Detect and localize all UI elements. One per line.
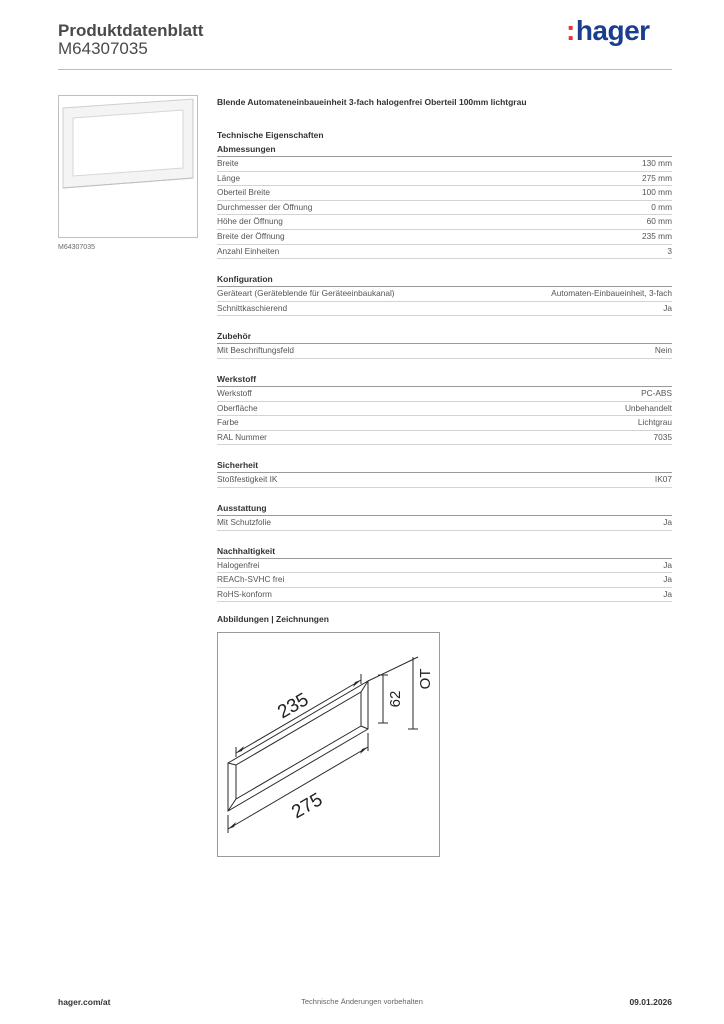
property-row [217, 588, 672, 603]
property-label: Halogenfrei [217, 559, 260, 570]
property-value: Ja [663, 588, 672, 599]
property-value: 235 mm [642, 230, 672, 241]
property-section [217, 329, 672, 359]
property-row [217, 387, 672, 402]
property-label: Breite der Öffnung [217, 230, 285, 241]
property-row [217, 516, 672, 531]
property-label: Oberfläche [217, 402, 258, 413]
property-label: Oberteil Breite [217, 187, 271, 198]
property-value: 3 [667, 245, 672, 256]
property-section [217, 544, 672, 603]
section-title: Nachhaltigkeit [217, 544, 672, 559]
property-label: Geräteart (Geräteblende für Geräteeinbaukanal) [217, 288, 395, 299]
photo-caption: M64307035 [58, 244, 95, 251]
product-details [217, 97, 672, 602]
property-label: Werkstoff [217, 387, 252, 398]
property-value: IK07 [654, 474, 672, 485]
property-row [217, 172, 672, 187]
property-value: Ja [663, 559, 672, 570]
property-value: 60 mm [646, 216, 672, 227]
property-value: Ja [663, 574, 672, 585]
property-label: Schnittkaschierend [217, 302, 288, 313]
property-row [217, 287, 672, 302]
section-title: Abmessungen [217, 142, 672, 157]
product-photo [58, 95, 198, 238]
header-divider [58, 69, 672, 70]
property-value: Automaten-Einbaueinheit, 3-fach [551, 288, 672, 299]
property-label: Stoßfestigkeit IK [217, 474, 278, 485]
section-title: Ausstattung [217, 501, 672, 516]
property-label: REACh-SVHC frei [217, 574, 285, 585]
property-sections [217, 142, 672, 602]
footer-date: 09.01.2026 [629, 997, 672, 1007]
property-row [217, 573, 672, 588]
property-value: Nein [654, 345, 672, 356]
property-label: Mit Schutzfolie [217, 516, 271, 527]
section-title: Sicherheit [217, 458, 672, 473]
property-value: 275 mm [642, 172, 672, 183]
property-value: PC-ABS [641, 387, 672, 398]
cover-plate-image [59, 96, 197, 237]
property-row [217, 201, 672, 216]
property-row [217, 245, 672, 260]
footer-note: Technische Änderungen vorbehalten [301, 997, 423, 1006]
property-row [217, 302, 672, 317]
property-row [217, 416, 672, 431]
property-label: Anzahl Einheiten [217, 245, 280, 256]
property-label: Mit Beschriftungsfeld [217, 345, 295, 356]
logo-colon: : [566, 15, 575, 46]
technical-drawing [217, 632, 440, 857]
property-row [217, 344, 672, 359]
property-section [217, 458, 672, 488]
logo-text: hager [575, 15, 650, 46]
property-section [217, 272, 672, 316]
section-title: Konfiguration [217, 272, 672, 287]
property-value: 100 mm [642, 187, 672, 198]
property-row [217, 402, 672, 417]
dim-label-275: 275 [288, 789, 327, 824]
property-label: Farbe [217, 417, 239, 428]
property-value: Ja [663, 302, 672, 313]
footer-website[interactable]: hager.com/at [58, 997, 111, 1007]
property-label: RAL Nummer [217, 431, 267, 442]
dim-label-OT: OT [417, 668, 434, 690]
property-row [217, 157, 672, 172]
tech-properties-title: Technische Eigenschaften [217, 130, 324, 140]
dim-label-235: 235 [274, 689, 313, 724]
section-title: Werkstoff [217, 372, 672, 387]
property-label: Durchmesser der Öffnung [217, 201, 313, 212]
property-row [217, 559, 672, 574]
property-value: Unbehandelt [624, 402, 672, 413]
product-number: M64307035 [58, 39, 148, 58]
property-row [217, 431, 672, 446]
property-section [217, 142, 672, 259]
dim-label-62: 62 [387, 690, 404, 708]
property-row [217, 230, 672, 245]
property-section [217, 372, 672, 445]
section-title: Zubehör [217, 329, 672, 344]
dimension-drawing [218, 633, 439, 856]
property-section [217, 501, 672, 531]
property-value: Lichtgrau [637, 417, 672, 428]
property-label: Länge [217, 172, 241, 183]
product-description: Blende Automateneinbaueinheit 3-fach halogenfrei Oberteil 100mm lichtgrau [217, 97, 527, 107]
property-value: 0 mm [651, 201, 672, 212]
property-value: 7035 [653, 431, 672, 442]
property-value: Ja [663, 516, 672, 527]
property-row [217, 215, 672, 230]
property-row [217, 473, 672, 488]
drawings-title: Abbildungen | Zeichnungen [217, 614, 329, 624]
hager-logo [566, 15, 650, 47]
property-value: 130 mm [642, 158, 672, 168]
property-label: RoHS-konform [217, 588, 272, 599]
page-title: Produktdatenblatt [58, 21, 204, 40]
property-row [217, 186, 672, 201]
property-label: Breite [217, 158, 239, 168]
property-label: Höhe der Öffnung [217, 216, 283, 227]
